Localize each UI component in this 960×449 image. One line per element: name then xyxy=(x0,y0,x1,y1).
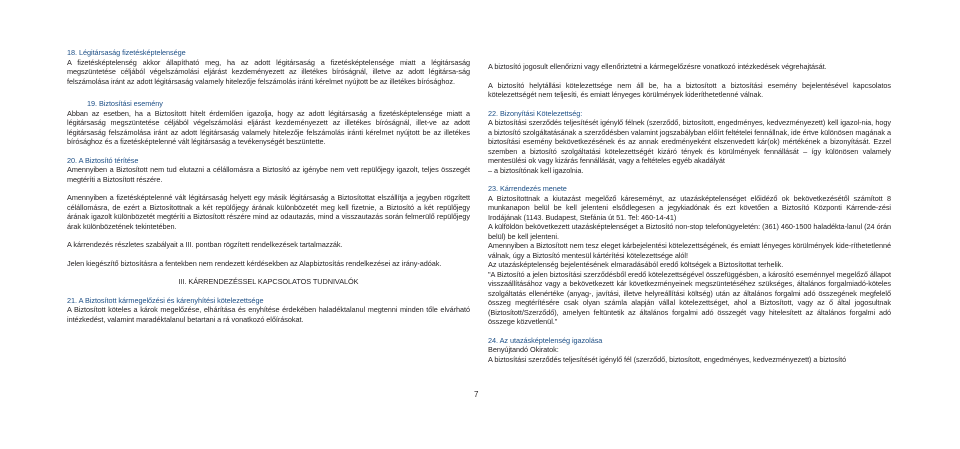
section-20-paragraph-4: Jelen kiegészítő biztosításra a fentekben nem rendezett kérdésekben az Alapbiztosítás rendelkezései az irány-adóak. xyxy=(67,258,442,268)
section-24-text: A biztosítási szerződés teljesítését igénylő fél (szerződő, biztosított, engedményes, kedvezményezett) a biztosító xyxy=(488,354,847,364)
section-23-heading: 23. Kárrendezés menete xyxy=(488,184,567,193)
section-18-heading: 18. Légitársaság fizetésképtelensége xyxy=(67,48,186,57)
section-18-text: A fizetésképtelenség akkor állapítható meg, ha az adott légitársaság a fizetésképtelensége miatt a légitársaság megszüntetése céljából végelszámolási eljárást kezdeményezett az illetékes bíróságnál, illetve az adott légitársa-ság felszámolása iránt az adott légitársaság valamely hitelezője felszámolás iránti kérelmet nyújtott be az illetékes bírósághoz. xyxy=(67,57,470,86)
section-23-paragraph-1: A Biztosítottnak a kiutazást megelőző káreseményt, az utazásképtelenséget előidéző ok bekövetkezésétől számított 8 munkanapon belül be kell jelenteni elsődlegesen a jegykiadónak és ezt követően a Biztosító Központi Kárrende-zési Irodájának (1143. Budapest, Stefánia út 51. Tel: 460-14-41) xyxy=(488,193,891,222)
section-22-heading: 22. Bizonyítási Kötelezettség: xyxy=(488,108,583,118)
section-title: III. KÁRRENDEZÉSSEL KAPCSOLATOS TUDNIVALÓK xyxy=(178,277,359,286)
section-21-heading: 21. A Biztosított kármegelőzési és kárenyhítési kötelezettsége xyxy=(67,295,264,305)
right-column xyxy=(488,0,891,364)
liability-text: A biztosító helytállási kötelezettsége nem áll be, ha a biztosított a biztosítási esemény bejelentésével kapcsolatos kötelezettségét nem teljesíti, és emiatt lényeges körülmények kideríthetetlenné válnak. xyxy=(488,80,891,99)
section-20-paragraph-1: Amennyiben a Biztosított nem tud elutazni a célállomásra a Biztosító az igénybe nem vett repülőjegy igazolt, teljes összegét megtéríti a Biztosított részére. xyxy=(67,165,470,184)
section-20-paragraph-2: Amennyiben a fizetésképtelenné vált légitársaság helyett egy másik légitársaság a Biztosítottat elszállítja a jegyben rögzített célállomásra, de ezért a Biztosítottnak a két repülőjegy árának különbözetét meg kell fizetnie, a Biztosító a két repülőjegy árának igazolt különbözetét megtéríti a Biztosított részére mind az odautazás, mind a visszautazás során felmerülő repülőjegy árak különbözetének tekintetében. xyxy=(67,193,470,231)
prevention-check-text: A biztosító jogosult ellenőrizni vagy ellenőriztetni a kármegelőzésre vonatkozó intézkedések végrehajtását. xyxy=(488,62,827,71)
section-24-heading: 24. Az utazásképtelenség igazolása xyxy=(488,335,603,345)
section-19-text: Abban az esetben, ha a Biztosított hitelt érdemlően igazolja, hogy az adott légitársaság a fizetésképtelensége miatt a légitársaság megszüntetése céljából végelszámolási eljárást kezdeményezett az illetékes bíróságnál, illet-ve az adott légitársaság felszámolása iránt az adott légitársaság valamely hitelezője felszámolás iránti kérelmet nyújtott be az illetékes bírósághoz és a fizetésképtelenné vált légitársaság a tevékenységét beszüntette. xyxy=(67,108,470,146)
section-24-subheading: Benyújtandó Okiratok: xyxy=(488,345,559,354)
section-22-text: A biztosítási szerződés teljesítését igénylő félnek (szerződő, biztosított, engedményes, kedvezményezett) kell igazol-nia, hogy a biztosító szolgáltatásának a szerződésben valamint jogszabályban előírt feltételei fennállnak, ide értve különösen magának a biztosítási esemény bekövetkezésének és az annak eredményeként elszenvedett kár(ok) mértékének a bizonyítását. Ezzel szemben a biztosító szolgáltatási kötelezettségét kizáró tények és körülmények fennállását – így különösen valamely mentesülési ok vagy kizárás fennállását, vagy a feltételes egyéb akadályát xyxy=(488,118,891,165)
left-column xyxy=(67,0,470,324)
section-23-paragraph-2: A külföldön bekövetkezett utazásképtelenséget a Biztosító non-stop telefonügyeletén: (361) 460-1500 haladékta-lanul (24 órán belül) be kell jelenteni. xyxy=(488,222,891,241)
section-23-paragraph-4: Az utazásképtelenség bejelentésének elmaradásából eredő költségek a Biztosítottat terhelik. xyxy=(488,260,784,269)
section-20-heading: 20. A Biztosító térítése xyxy=(67,155,139,165)
section-23-paragraph-3: Amennyiben a Biztosított nem tesz eleget kárbejelentési kötelezettségének, és emiatt lényeges körülmények kide-ríthetetlenné válnak, úgy a Biztosító mentesül kártérítési kötelezettsége alól! xyxy=(488,241,891,260)
section-19-heading: 19. Biztosítási esemény xyxy=(87,99,163,108)
section-23-paragraph-5: "A Biztosító a jelen biztosítási szerződésből eredő kötelezettségével összefüggésben, a károsító eseménnyel megelőző állapot visszaállításához vagy a bekövetkezett kár következményeinek megszüntetéséhez szükséges, általános forgalmiadó-köteles szolgáltatás ellenértéke (anyag-, javítási, illetve helyreállítási költség) után az általános forgalmi adó összegének megfelelő összeg megtérítésére csak olyan számla alapján vállal kötelezettséget, ahol a Biztosított, vagy az ő által jogosultnak (Biztosított/Szerződő), amelyen feltüntetik az általános forgalmi adó összegét vagy hitelesített az általános forgalmi adó összege közvetlenül." xyxy=(488,269,891,326)
section-22-text-tail: – a biztosítónak kell igazolnia. xyxy=(488,165,584,175)
section-20-paragraph-3: A kárrendezés részletes szabályait a III. pontban rögzített rendelkezések tartalmazzák. xyxy=(67,240,343,249)
page-number: 7 xyxy=(474,390,479,399)
section-21-text: A Biztosított köteles a károk megelőzése, elhárítása és enyhítése érdekében haladéktalanul megtenni minden tőle elvárható intézkedést, valamint maradéktalanul betartani a rá vonatkozó előírásokat. xyxy=(67,305,470,324)
